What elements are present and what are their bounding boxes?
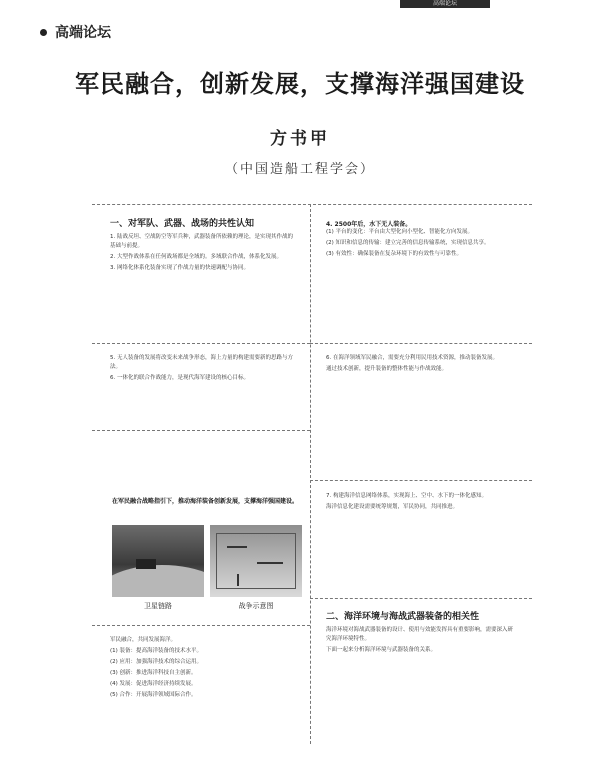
section-1-right-item: (3) 有效性：确保装备在复杂环境下的有效性与可靠性。 (326, 251, 463, 257)
photo-caption: 战争示意图 (238, 602, 274, 610)
frame-top (92, 204, 532, 205)
satellite-icon (136, 559, 156, 569)
frame-mid-left (92, 343, 310, 344)
section-1-panel (100, 210, 305, 338)
section-2-para: 下面一起来分析海洋环境与武器装备的关系。 (326, 647, 437, 653)
column-label (40, 22, 111, 42)
bottom-left-para: (3) 创新：推进海洋科技自主创新。 (110, 670, 197, 676)
middle-left-panel (100, 348, 305, 426)
section-1-right-item: (1) 平台的变化：平台由大型化向小型化、智能化方向发展。 (326, 229, 474, 235)
frame-bottom-right (310, 598, 532, 599)
section-1-para: 2. 大型作战体系在任何战场都是全域的。多域联合作战，体系化发展。 (110, 254, 282, 260)
section-1-right-panel (316, 210, 528, 338)
frame-bottom-left (92, 625, 310, 626)
frame-mid-right (310, 343, 532, 344)
bottom-left-para: (4) 发展：促进海洋经济持续发展。 (110, 681, 197, 687)
middle-right-panel (316, 348, 528, 476)
middle-left-para: 6. 一体化的联合作战能力，是现代海军建设的核心目标。 (110, 375, 249, 381)
section-2-heading: 二、海洋环境与海战武器装备的相关性 (326, 612, 480, 622)
middle-right-para: 通过技术创新，提升装备的整体性能与作战效能。 (326, 366, 448, 372)
bottom-left-para: 军民融合，共同发展海洋。 (110, 637, 177, 643)
middle-right-para: 6. 在海洋领域军民融合，需要充分利用民用技术资源，推动装备发展。 (326, 355, 498, 361)
diagram-grid (216, 533, 296, 589)
section-2-panel (316, 603, 528, 743)
section-1-para: 3. 网络化体系化装备实现了作战力量的快速调配与协同。 (110, 265, 249, 271)
column-label-text: 高端论坛 (55, 25, 111, 41)
satellite-image (112, 525, 204, 597)
frame-low-right (310, 480, 532, 481)
right-lower-panel (316, 486, 528, 594)
section-2-para: 海洋环境对海战武器装备的设计、使用与效能发挥具有重要影响，需要深入研究海洋环境特性。 (326, 627, 514, 642)
section-1-right-item: (2) 知识和信息的传输：建立完善的信息传输系统，实现信息共享。 (326, 240, 490, 246)
bullet-icon (40, 29, 47, 36)
right-lower-para: 海洋信息化建设需要统筹规划，军民协同，共同推进。 (326, 504, 459, 510)
war-diagram-image (210, 525, 302, 597)
article-affiliation: （中国造船工程学会） (224, 162, 375, 177)
section-1-para: 1. 陆战反坦、空战防空等军兵种，武器装备所依赖的理论，是实现其作战的基础与前提。 (110, 234, 293, 249)
bottom-left-panel (100, 630, 305, 760)
middle-left-para: 5. 无人装备的发展将改变未来战争形态，海上力量的构建需要新的思路与方法。 (110, 355, 293, 370)
frame-center (310, 204, 311, 744)
section-1-right-heading: 4. 2500年后，水下无人装备。 (326, 221, 412, 228)
section-1-heading: 一、对军队、武器、战场的共性认知 (110, 219, 255, 229)
photo-satellite (112, 525, 204, 615)
article-title: 军民融合，创新发展，支撑海洋强国建设 (75, 69, 525, 98)
article-author: 方书甲 (270, 129, 330, 149)
header-band (0, 0, 600, 10)
photo-war-diagram (210, 525, 302, 615)
earth-shape (112, 565, 204, 597)
frame-low-left (92, 430, 310, 431)
header-tag: 高端论坛 (400, 0, 490, 8)
bottom-left-para: (1) 装备：提高海洋装备的技术水平。 (110, 648, 203, 654)
right-lower-para: 7. 构建海洋信息网络体系，实现海上、空中、水下的一体化感知。 (326, 493, 487, 499)
photo-row (112, 525, 302, 615)
bottom-left-para: (5) 合作：开展海洋领域国际合作。 (110, 692, 197, 698)
highlight-text: 在军民融合战略指引下，推动海洋装备创新发展，支撑海洋强国建设。 (112, 498, 299, 505)
photo-caption: 卫星链路 (144, 602, 172, 610)
bottom-left-para: (2) 应用：加强海洋技术的综合运用。 (110, 659, 203, 665)
